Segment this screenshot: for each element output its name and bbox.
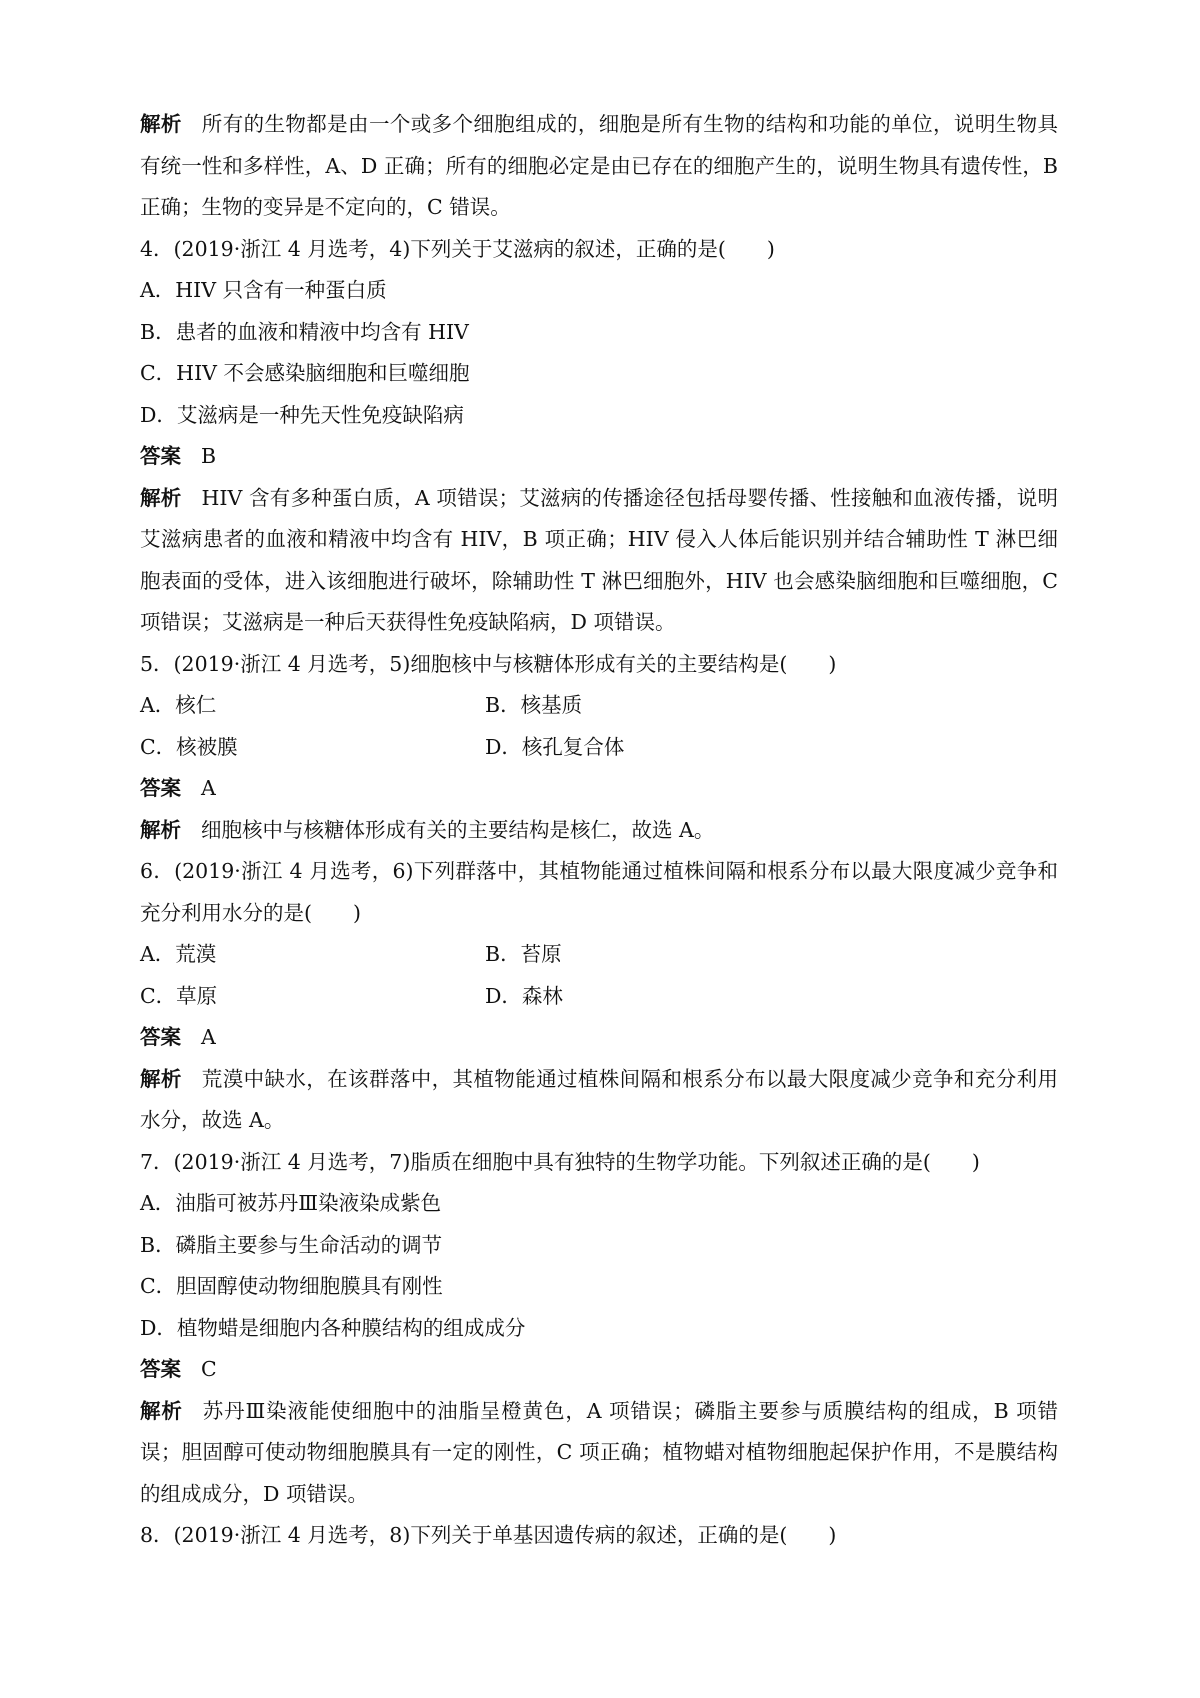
analysis-label: 解析 [140,1066,182,1091]
analysis-paragraph [140,104,1058,229]
option-line: A．HIV 只含有一种蛋白质 [140,278,387,302]
option-line: D．艾滋病是一种先天性免疫缺陷病 [140,402,464,427]
option-line: A．油脂可被苏丹Ⅲ染液染成紫色 [140,1191,442,1215]
answer-line [140,1349,1058,1391]
analysis-paragraph [140,810,1058,852]
answer-value: C [201,1357,217,1381]
document-content [140,104,1058,1557]
analysis-label: 解析 [140,485,182,510]
option-line: C．HIV 不会感染脑细胞和巨噬细胞 [140,361,470,385]
analysis-label: 解析 [140,112,182,136]
option-row [140,934,1058,976]
analysis-paragraph [140,1391,1058,1516]
answer-label: 答案 [140,1025,181,1049]
analysis-label: 解析 [140,817,181,842]
option-right: D．森林 [485,983,563,1008]
option-right: D．核孔复合体 [485,734,625,759]
option-row [140,685,1058,727]
option-line: B．磷脂主要参与生命活动的调节 [140,1232,443,1257]
analysis-text: 细胞核中与核糖体形成有关的主要结构是核仁，故选 A。 [201,817,715,842]
option-right: B．核基质 [485,693,583,717]
answer-line [140,436,1058,478]
question-stem: 7．(2019·浙江 4 月选考，7)脂质在细胞中具有独特的生物学功能。下列叙述正确的是( ) [140,1149,980,1174]
analysis-text: HIV 含有多种蛋白质，A 项错误；艾滋病的传播途径包括母婴传播、性接触和血液传播，说明艾滋病患者的血液和精液中均含有 HIV，B 项正确；HIV 侵入人体后能识别并结合辅助性 T 淋巴细胞表面的受体，进入该细胞进行破坏，除辅助性 T 淋巴细胞外，HIV 也会感染脑细胞和巨噬细胞，C 项错误；艾滋病是一种后天获得性免疫缺陷病，D 项错误。 [140,485,1059,634]
option-line: D．植物蜡是细胞内各种膜结构的组成成分 [140,1315,526,1340]
answer-value: A [201,776,216,800]
option-line: B．患者的血液和精液中均含有 HIV [140,319,469,344]
answer-value: B [201,444,217,468]
question-stem: 5．(2019·浙江 4 月选考，5)细胞核中与核糖体形成有关的主要结构是( ) [140,651,837,676]
option-line: C．胆固醇使动物细胞膜具有刚性 [140,1274,443,1298]
option-left: C．核被膜 [140,734,238,759]
option-left: A．荒漠 [140,942,217,966]
question-stem: 8．(2019·浙江 4 月选考，8)下列关于单基因遗传病的叙述，正确的是( ) [140,1523,837,1547]
answer-value: A [201,1025,216,1049]
analysis-paragraph [140,478,1058,644]
question-stem: 6．(2019·浙江 4 月选考，6)下列群落中，其植物能通过植株间隔和根系分布以最大限度减少竞争和充分利用水分的是( ) [140,859,1058,925]
analysis-paragraph [140,1059,1058,1142]
answer-label: 答案 [140,444,181,468]
analysis-text: 荒漠中缺水，在该群落中，其植物能通过植株间隔和根系分布以最大限度减少竞争和充分利用水分，故选 A。 [140,1066,1059,1132]
option-right: B．苔原 [485,942,562,966]
analysis-label: 解析 [140,1398,183,1423]
option-left: A．核仁 [140,693,217,717]
option-row [140,976,1058,1018]
analysis-text: 所有的生物都是由一个或多个细胞组成的，细胞是所有生物的结构和功能的单位，说明生物具有统一性和多样性，A、D 正确；所有的细胞必定是由已存在的细胞产生的，说明生物具有遗传性，B 正确；生物的变异是不定向的，C 错误。 [140,112,1059,219]
answer-label: 答案 [140,776,181,800]
answer-line [140,1017,1058,1059]
question-stem: 4．(2019·浙江 4 月选考，4)下列关于艾滋病的叙述，正确的是( ) [140,236,775,261]
option-row [140,727,1058,769]
answer-line [140,768,1058,810]
answer-label: 答案 [140,1357,181,1381]
option-left: C．草原 [140,983,218,1008]
analysis-text: 苏丹Ⅲ染液能使细胞中的油脂呈橙黄色，A 项错误；磷脂主要参与质膜结构的组成，B 项错误；胆固醇可使动物细胞膜具有一定的刚性，C 项正确；植物蜡对植物细胞起保护作用，不是膜结构的组成成分，D 项错误。 [140,1398,1058,1506]
